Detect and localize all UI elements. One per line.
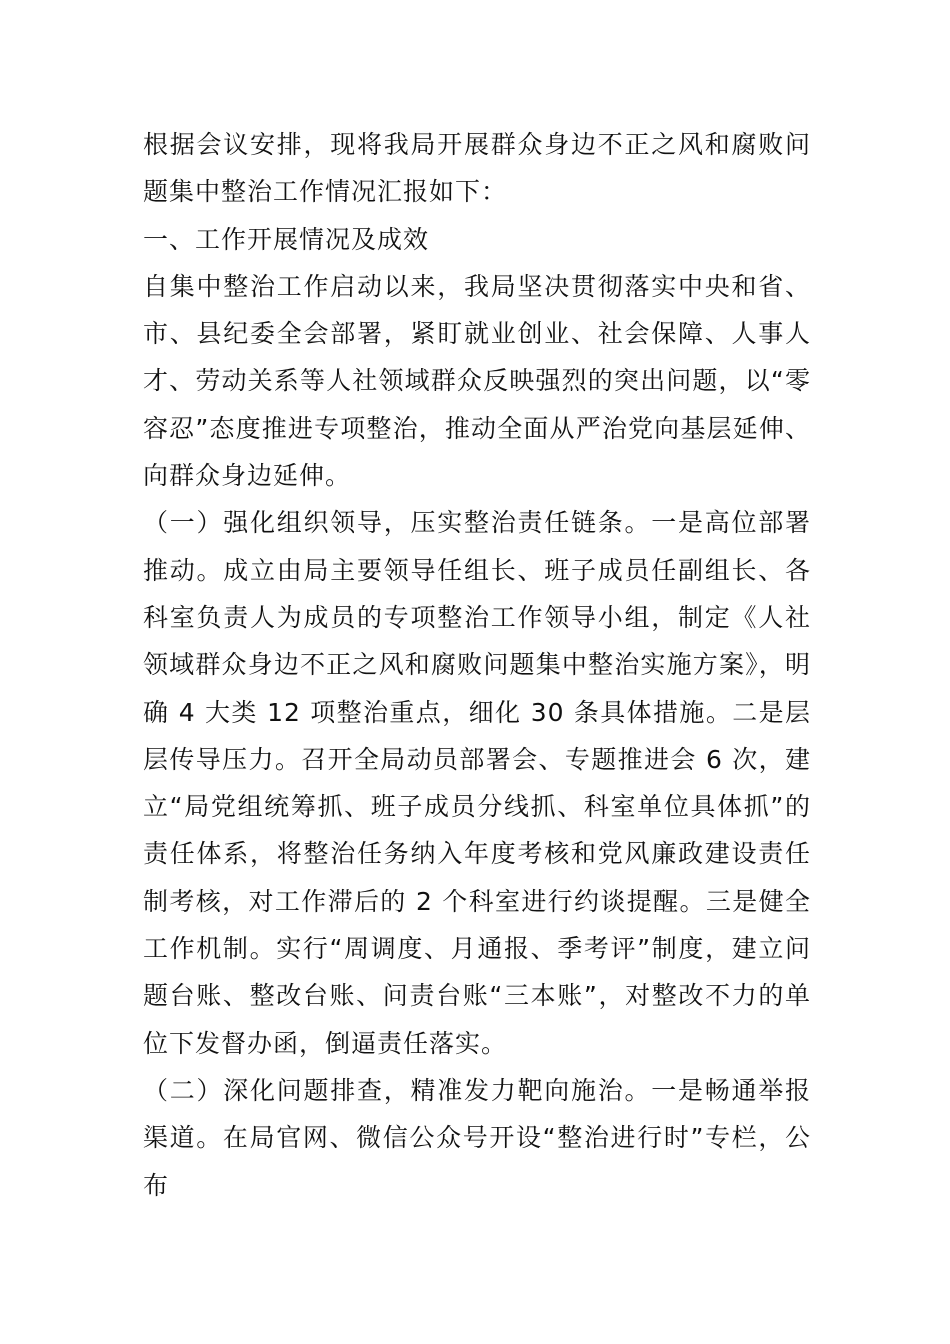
document-body (143, 121, 811, 1209)
section-heading: 一、工作开展情况及成效 (143, 224, 430, 254)
paragraph-organization: （一）强化组织领导，压实整治责任链条。一是高位部署推动。成立由局主要领导任组长、班子成员任副组长、各科室负责人为成员的专项整治工作领导小组，制定《人社领域群众身边不正之风和腐败问题集中整治实施方案》，明确 4 大类 12 项整治重点，细化 30 条具体措施。二是层层传导压力。召开全局动员部署会、专题推进会 6 次，建立“局党组统筹抓、班子成员分线抓、科室单位具体抓”的责任体系，将整治任务纳入年度考核和党风廉政建设责任制考核，对工作滞后的 2 个科室进行约谈提醒。三是健全工作机制。实行“周调度、月通报、季考评”制度，建立问题台账、整改台账、问责台账“三本账”，对整改不力的单位下发督办函，倒逼责任落实。 (143, 508, 811, 1058)
intro-paragraph: 根据会议安排，现将我局开展群众身边不正之风和腐败问题集中整治工作情况汇报如下： (143, 130, 811, 207)
paragraph-overview: 自集中整治工作启动以来，我局坚决贯彻落实中央和省、市、县纪委全会部署，紧盯就业创业、社会保障、人事人才、劳动关系等人社领域群众反映强烈的突出问题，以“零容忍”态度推进专项整治，推动全面从严治党向基层延伸、向群众身边延伸。 (143, 271, 811, 491)
paragraph-investigation: （二）深化问题排查，精准发力靶向施治。一是畅通举报渠道。在局官网、微信公众号开设“整治进行时”专栏，公布 (143, 1075, 811, 1200)
